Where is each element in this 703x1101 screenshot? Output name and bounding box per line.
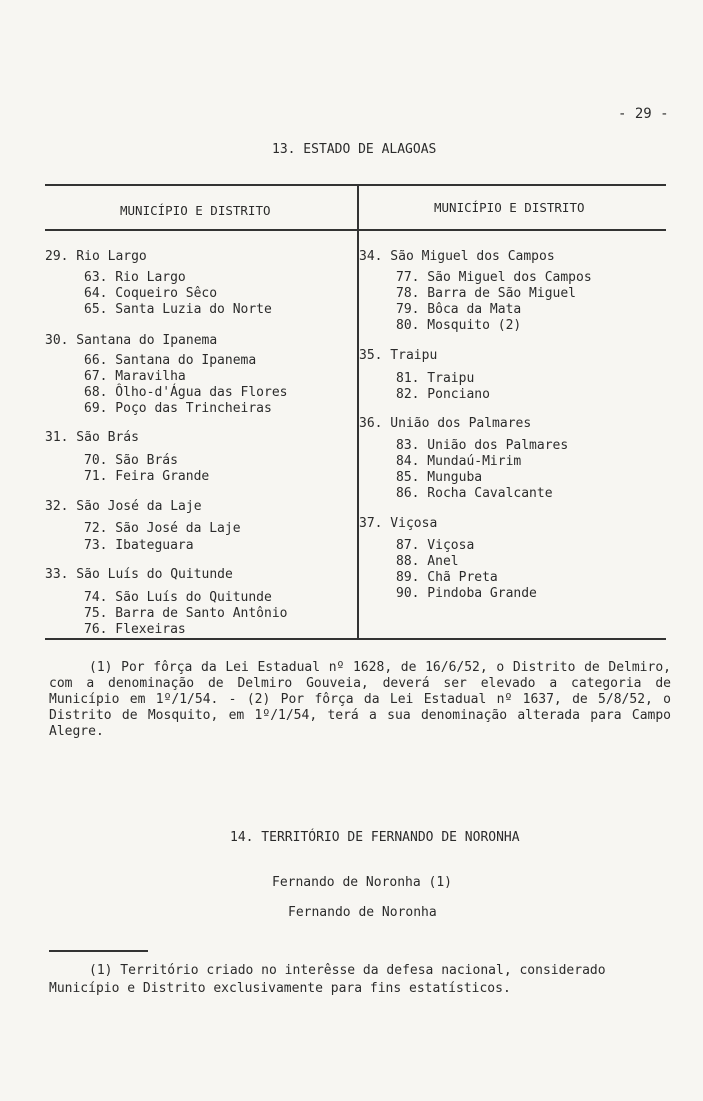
distrito-83: 83. União dos Palmares [396, 438, 569, 453]
left-column-header: MUNICÍPIO E DISTRITO [120, 203, 271, 218]
municipio-34: 34. São Miguel dos Campos [359, 249, 555, 264]
distrito-66: 66. Santana do Ipanema [84, 353, 257, 368]
footnote-noronha: (1) Território criado no interêsse da defesa nacional, considerado Município e Distrito exclusivamente para fins estatísticos. [49, 963, 606, 996]
municipio-30: 30. Santana do Ipanema [45, 333, 218, 348]
distrito-74: 74. São Luís do Quitunde [84, 590, 272, 605]
right-column-header: MUNICÍPIO E DISTRITO [434, 200, 585, 215]
distrito-88: 88. Anel [396, 554, 459, 569]
distrito-78: 78. Barra de São Miguel [396, 286, 577, 301]
distrito-81: 81. Traipu [396, 371, 475, 386]
page-number: - 29 - [618, 106, 669, 122]
table-top-rule [45, 184, 666, 186]
municipio-noronha: Fernando de Noronha (1) [272, 875, 453, 890]
section-title: 13. ESTADO DE ALAGOAS [272, 142, 437, 157]
distrito-65: 65. Santa Luzia do Norte [84, 302, 272, 317]
distrito-72: 72. São José da Laje [84, 521, 241, 536]
distrito-noronha: Fernando de Noronha [288, 905, 437, 920]
distrito-77: 77. São Miguel dos Campos [396, 270, 592, 285]
distrito-85: 85. Munguba [396, 470, 483, 485]
distrito-69: 69. Poço das Trincheiras [84, 401, 272, 416]
municipio-33: 33. São Luís do Quitunde [45, 567, 233, 582]
footnote-alagoas: (1) Por fôrça da Lei Estadual nº 1628, de 16/6/52, o Distrito de Delmiro, com a denominação de Delmiro Gouveia, deverá ser elevado a categoria de Município em 1º/1/54. - (2) Por fôrça da Lei Estadual nº 1637, de 5/8/52, o Distrito de Mosquito, em 1º/1/54, terá a sua denominação alterada para Campo Alegre. [49, 660, 671, 739]
footnote-rule [49, 950, 148, 952]
table-bottom-rule [45, 638, 666, 640]
table-header-rule [45, 229, 666, 231]
distrito-63: 63. Rio Largo [84, 270, 186, 285]
distrito-87: 87. Viçosa [396, 538, 475, 553]
section-title-noronha: 14. TERRITÓRIO DE FERNANDO DE NORONHA [230, 830, 520, 845]
distrito-80: 80. Mosquito (2) [396, 318, 522, 333]
distrito-89: 89. Chã Preta [396, 570, 498, 585]
municipio-29: 29. Rio Largo [45, 249, 147, 264]
distrito-84: 84. Mundaú-Mirim [396, 454, 522, 469]
municipio-37: 37. Viçosa [359, 516, 438, 531]
distrito-86: 86. Rocha Cavalcante [396, 486, 553, 501]
distrito-90: 90. Pindoba Grande [396, 586, 537, 601]
distrito-71: 71. Feira Grande [84, 469, 210, 484]
municipio-32: 32. São José da Laje [45, 499, 202, 514]
distrito-82: 82. Ponciano [396, 387, 490, 402]
distrito-68: 68. Ôlho-d'Água das Flores [84, 385, 288, 400]
distrito-79: 79. Bôca da Mata [396, 302, 522, 317]
distrito-75: 75. Barra de Santo Antônio [84, 606, 288, 621]
distrito-64: 64. Coqueiro Sêco [84, 286, 218, 301]
municipio-31: 31. São Brás [45, 430, 139, 445]
municipio-36: 36. União dos Palmares [359, 416, 532, 431]
distrito-73: 73. Ibateguara [84, 538, 194, 553]
municipio-35: 35. Traipu [359, 348, 438, 363]
distrito-70: 70. São Brás [84, 453, 178, 468]
distrito-76: 76. Flexeiras [84, 622, 186, 637]
distrito-67: 67. Maravilha [84, 369, 186, 384]
